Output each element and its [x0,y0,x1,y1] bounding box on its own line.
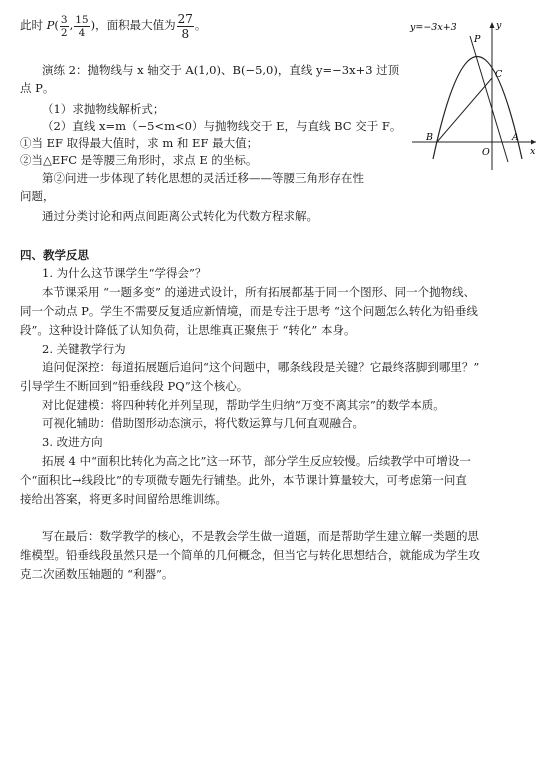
label-point-p: P [474,34,481,45]
question-1: （1）求抛物线解析式； [42,102,165,116]
final-line-2: 维模型。铅垂线段虽然只是一个简单的几何概念，但当它与转化思想结合，就能成为学生攻 [20,548,480,562]
fraction-x-denominator: 2 [60,26,68,39]
paren-close: ) [90,18,96,32]
subsection-1-title: 1. 为什么这节课学生“学得会”？ [42,266,207,280]
label-point-a: A [512,132,519,143]
s2-line-2: 引导学生不断回到“铅垂线段 PQ”这个核心。 [20,379,249,393]
label-point-c: C [495,69,503,80]
label-y-axis: y [496,20,502,31]
s2-line-4: 可视化辅助：借助图形动态演示，将代数运算与几何直观融合。 [42,416,364,430]
label-point-b: B [426,132,433,143]
subsection-3-title: 3. 改进方向 [42,435,103,449]
point-p: P [46,18,55,32]
s1-line-2: 同一个动点 P。学生不需要反复适应新情境，而是专注于思考 “这个问题怎么转化为铅垂线 [20,304,478,318]
example-line-2: 点 P。 [20,81,55,95]
text-end: 。 [194,18,207,32]
fraction-area-numerator: 27 [177,11,193,26]
s3-line-1: 拓展 4 中“面积比转化为高之比”这一环节，部分学生反应较慢。后续教学中可增设一 [42,454,471,468]
final-line-3: 克二次函数压轴题的 “利器”。 [20,567,174,581]
label-origin-o: O [482,147,490,158]
parabola-figure [404,14,540,174]
question-2: （2）直线 x=m（−5<m<0）与抛物线交于 E，与直线 BC 交于 F。 [42,119,402,133]
text-prefix: 此时 [20,18,47,32]
s3-line-3: 接给出答案，将更多时间留给思维训练。 [20,492,227,506]
parabola-curve [433,57,522,160]
question-2a: ①当 EF 取得最大值时，求 m 和 EF 最大值； [20,136,259,150]
s2-line-3: 对比促建模：将四种转化并列呈现，帮助学生归纳“万变不离其宗”的数学本质。 [42,398,445,412]
fraction-y [74,14,89,39]
fraction-area [177,12,194,41]
fraction-area-denominator: 8 [181,26,190,41]
text-mid: ，面积最大值为 [95,18,176,32]
question-2b: ②当△EFC 是等腰三角形时，求点 E 的坐标。 [20,153,258,167]
section-title: 四、教学反思 [20,248,89,262]
y-axis-arrow [490,22,495,28]
fraction-y-numerator: 15 [75,13,89,26]
label-x-axis: x [530,146,536,157]
x-axis-arrow [531,140,536,145]
fraction-x [60,14,69,39]
s1-line-1: 本节课采用 “一题多变” 的递进式设计，所有拓展都基于同一个图形、同一个抛物线、 [42,285,476,299]
fraction-y-denominator: 4 [78,26,86,39]
label-line-equation: y=−3x+3 [410,22,457,33]
note-line-1: 第②问进一步体现了转化思想的灵活迁移——等腰三角形存在性 [42,171,364,185]
final-line-1: 写在最后：数学教学的核心，不是教会学生做一道题，而是帮助学生建立解一类题的思 [42,529,479,543]
note-line-3: 通过分类讨论和两点间距离公式转化为代数方程求解。 [42,209,318,223]
line-y-neg3x-3 [470,36,508,162]
note-line-2: 问题， [20,189,55,203]
s2-line-1: 追问促深控：每道拓展题后追问“这个问题中，哪条线段是关键？它最终落脚到哪里？” [42,360,480,374]
subsection-2-title: 2. 关键教学行为 [42,342,126,356]
s1-line-3: 段”。这种设计降低了认知负荷，让思维真正聚焦于 “转化” 本身。 [20,323,356,337]
comma: , [69,18,74,32]
fraction-x-numerator: 3 [60,13,68,26]
example-line-1: 演练 2：抛物线与 x 轴交于 A(1,0)、B(−5,0)，直线 y=−3x+3 过顶 [42,63,400,77]
paren-open: ( [54,18,59,32]
s3-line-2: 个“面积比→线段比”的专项微专题先行铺垫。此外，本节课计算量较大，可考虑第一问直 [20,473,467,487]
max-area-sentence [20,10,206,41]
